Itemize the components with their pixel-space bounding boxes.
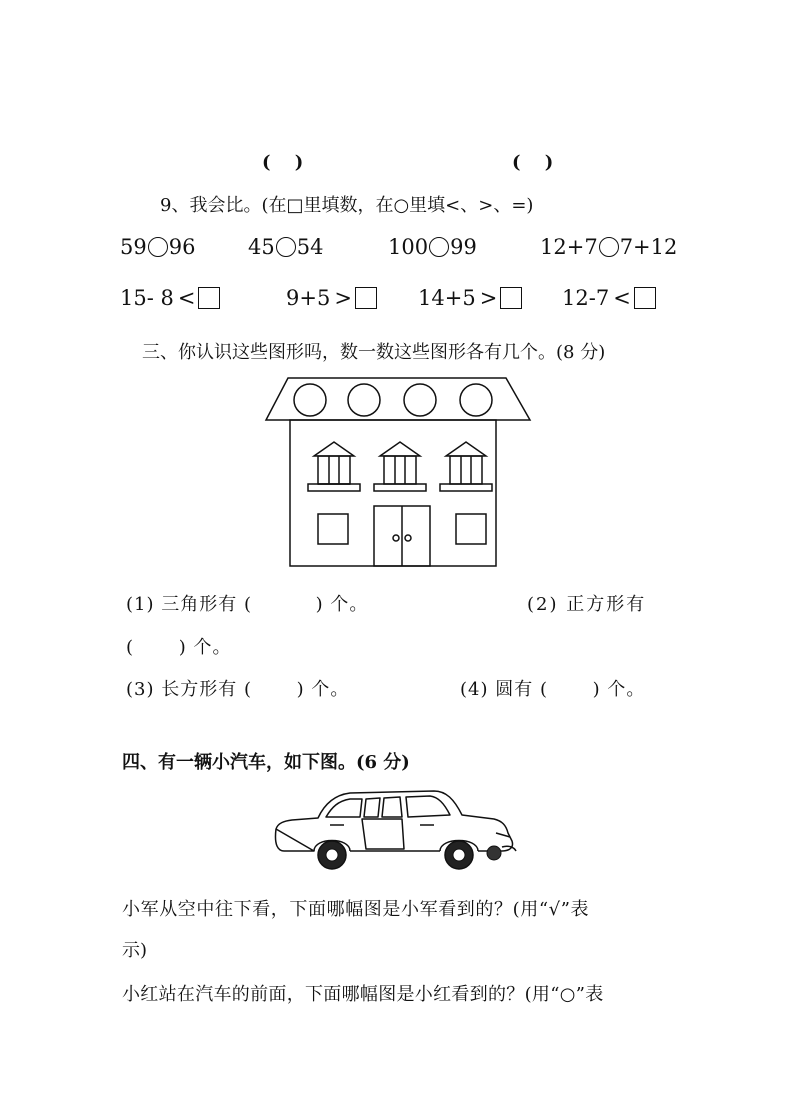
car-wheel <box>487 846 501 860</box>
compare-right: 99 <box>450 235 477 259</box>
car-body <box>275 791 512 851</box>
door-knob <box>405 535 411 541</box>
car-window <box>326 799 362 817</box>
fill-expr: 14+5 <box>418 286 476 310</box>
compare-item-4 <box>540 235 677 259</box>
door-knob <box>393 535 399 541</box>
compare-right: 96 <box>168 235 196 259</box>
window-triangle <box>446 442 486 456</box>
compare-item-3 <box>388 235 477 259</box>
car-window <box>382 797 402 817</box>
window-square <box>456 514 486 544</box>
compare-circle[interactable] <box>599 237 619 257</box>
q-square-count-cont: ( ) 个。 <box>126 637 232 658</box>
compare-circle[interactable] <box>429 237 449 257</box>
fill-sign: > <box>334 286 352 310</box>
window-sill <box>440 484 492 491</box>
q-square-count: (2) 正方形有 <box>527 594 647 615</box>
q-triangle-count: (1) 三角形有 ( ) 个。 <box>126 594 369 615</box>
fill-box[interactable] <box>634 287 656 309</box>
fill-expr: 9+5 <box>286 286 331 310</box>
q-circle-count: (4) 圆有 ( ) 个。 <box>460 679 646 700</box>
window-upper <box>384 456 416 484</box>
fill-sign: < <box>177 286 196 310</box>
fill-sign: < <box>613 286 631 310</box>
window-upper <box>450 456 482 484</box>
window-square <box>318 514 348 544</box>
fill-item-1 <box>120 286 220 310</box>
roof-circle <box>294 384 326 416</box>
q-rectangle-count: (3) 长方形有 ( ) 个。 <box>126 679 350 700</box>
window-sill <box>308 484 360 491</box>
car-door <box>362 819 404 849</box>
window-triangle <box>314 442 354 456</box>
compare-circle[interactable] <box>276 237 296 257</box>
compare-circle[interactable] <box>148 237 168 257</box>
house-figure <box>260 372 540 572</box>
compare-left: 45 <box>248 235 275 259</box>
fill-expr: 12-7 <box>562 286 610 310</box>
q9-title: 9、我会比。(在□里填数，在○里填<、>、=) <box>160 195 534 216</box>
car-window <box>364 798 380 817</box>
car-figure <box>270 785 520 875</box>
section3-title: 三、你认识这些图形吗，数一数这些图形各有几个。(8 分) <box>142 342 606 363</box>
fill-expr: 15- 8 <box>120 286 174 310</box>
compare-left: 12+7 <box>540 235 598 259</box>
fill-box[interactable] <box>500 287 522 309</box>
fill-item-4 <box>562 286 656 310</box>
answer-paren-left: ( ) <box>262 152 304 173</box>
section4-title: 四、有一辆小汽车，如下图。(6 分) <box>122 752 410 773</box>
q-front-view: 小红站在汽车的前面，下面哪幅图是小红看到的？(用“○”表 <box>122 984 604 1005</box>
fill-item-3 <box>418 286 522 310</box>
fill-box[interactable] <box>355 287 377 309</box>
compare-left: 100 <box>388 235 429 259</box>
compare-item-1 <box>120 235 195 259</box>
fill-box[interactable] <box>198 287 220 309</box>
car-window <box>406 796 450 817</box>
compare-right: 54 <box>296 235 324 259</box>
window-triangle <box>380 442 420 456</box>
window-upper <box>318 456 350 484</box>
q-top-view: 小军从空中往下看，下面哪幅图是小军看到的？(用“√”表 <box>122 899 590 920</box>
compare-right: 7+12 <box>619 235 678 259</box>
compare-left: 59 <box>120 235 147 259</box>
roof-circle <box>404 384 436 416</box>
roof-circle <box>460 384 492 416</box>
fill-item-2 <box>286 286 377 310</box>
fill-sign: > <box>479 286 498 310</box>
q-top-view-cont: 示) <box>122 940 148 961</box>
answer-paren-right: ( ) <box>512 152 554 173</box>
compare-item-2 <box>248 235 323 259</box>
window-sill <box>374 484 426 491</box>
roof-circle <box>348 384 380 416</box>
